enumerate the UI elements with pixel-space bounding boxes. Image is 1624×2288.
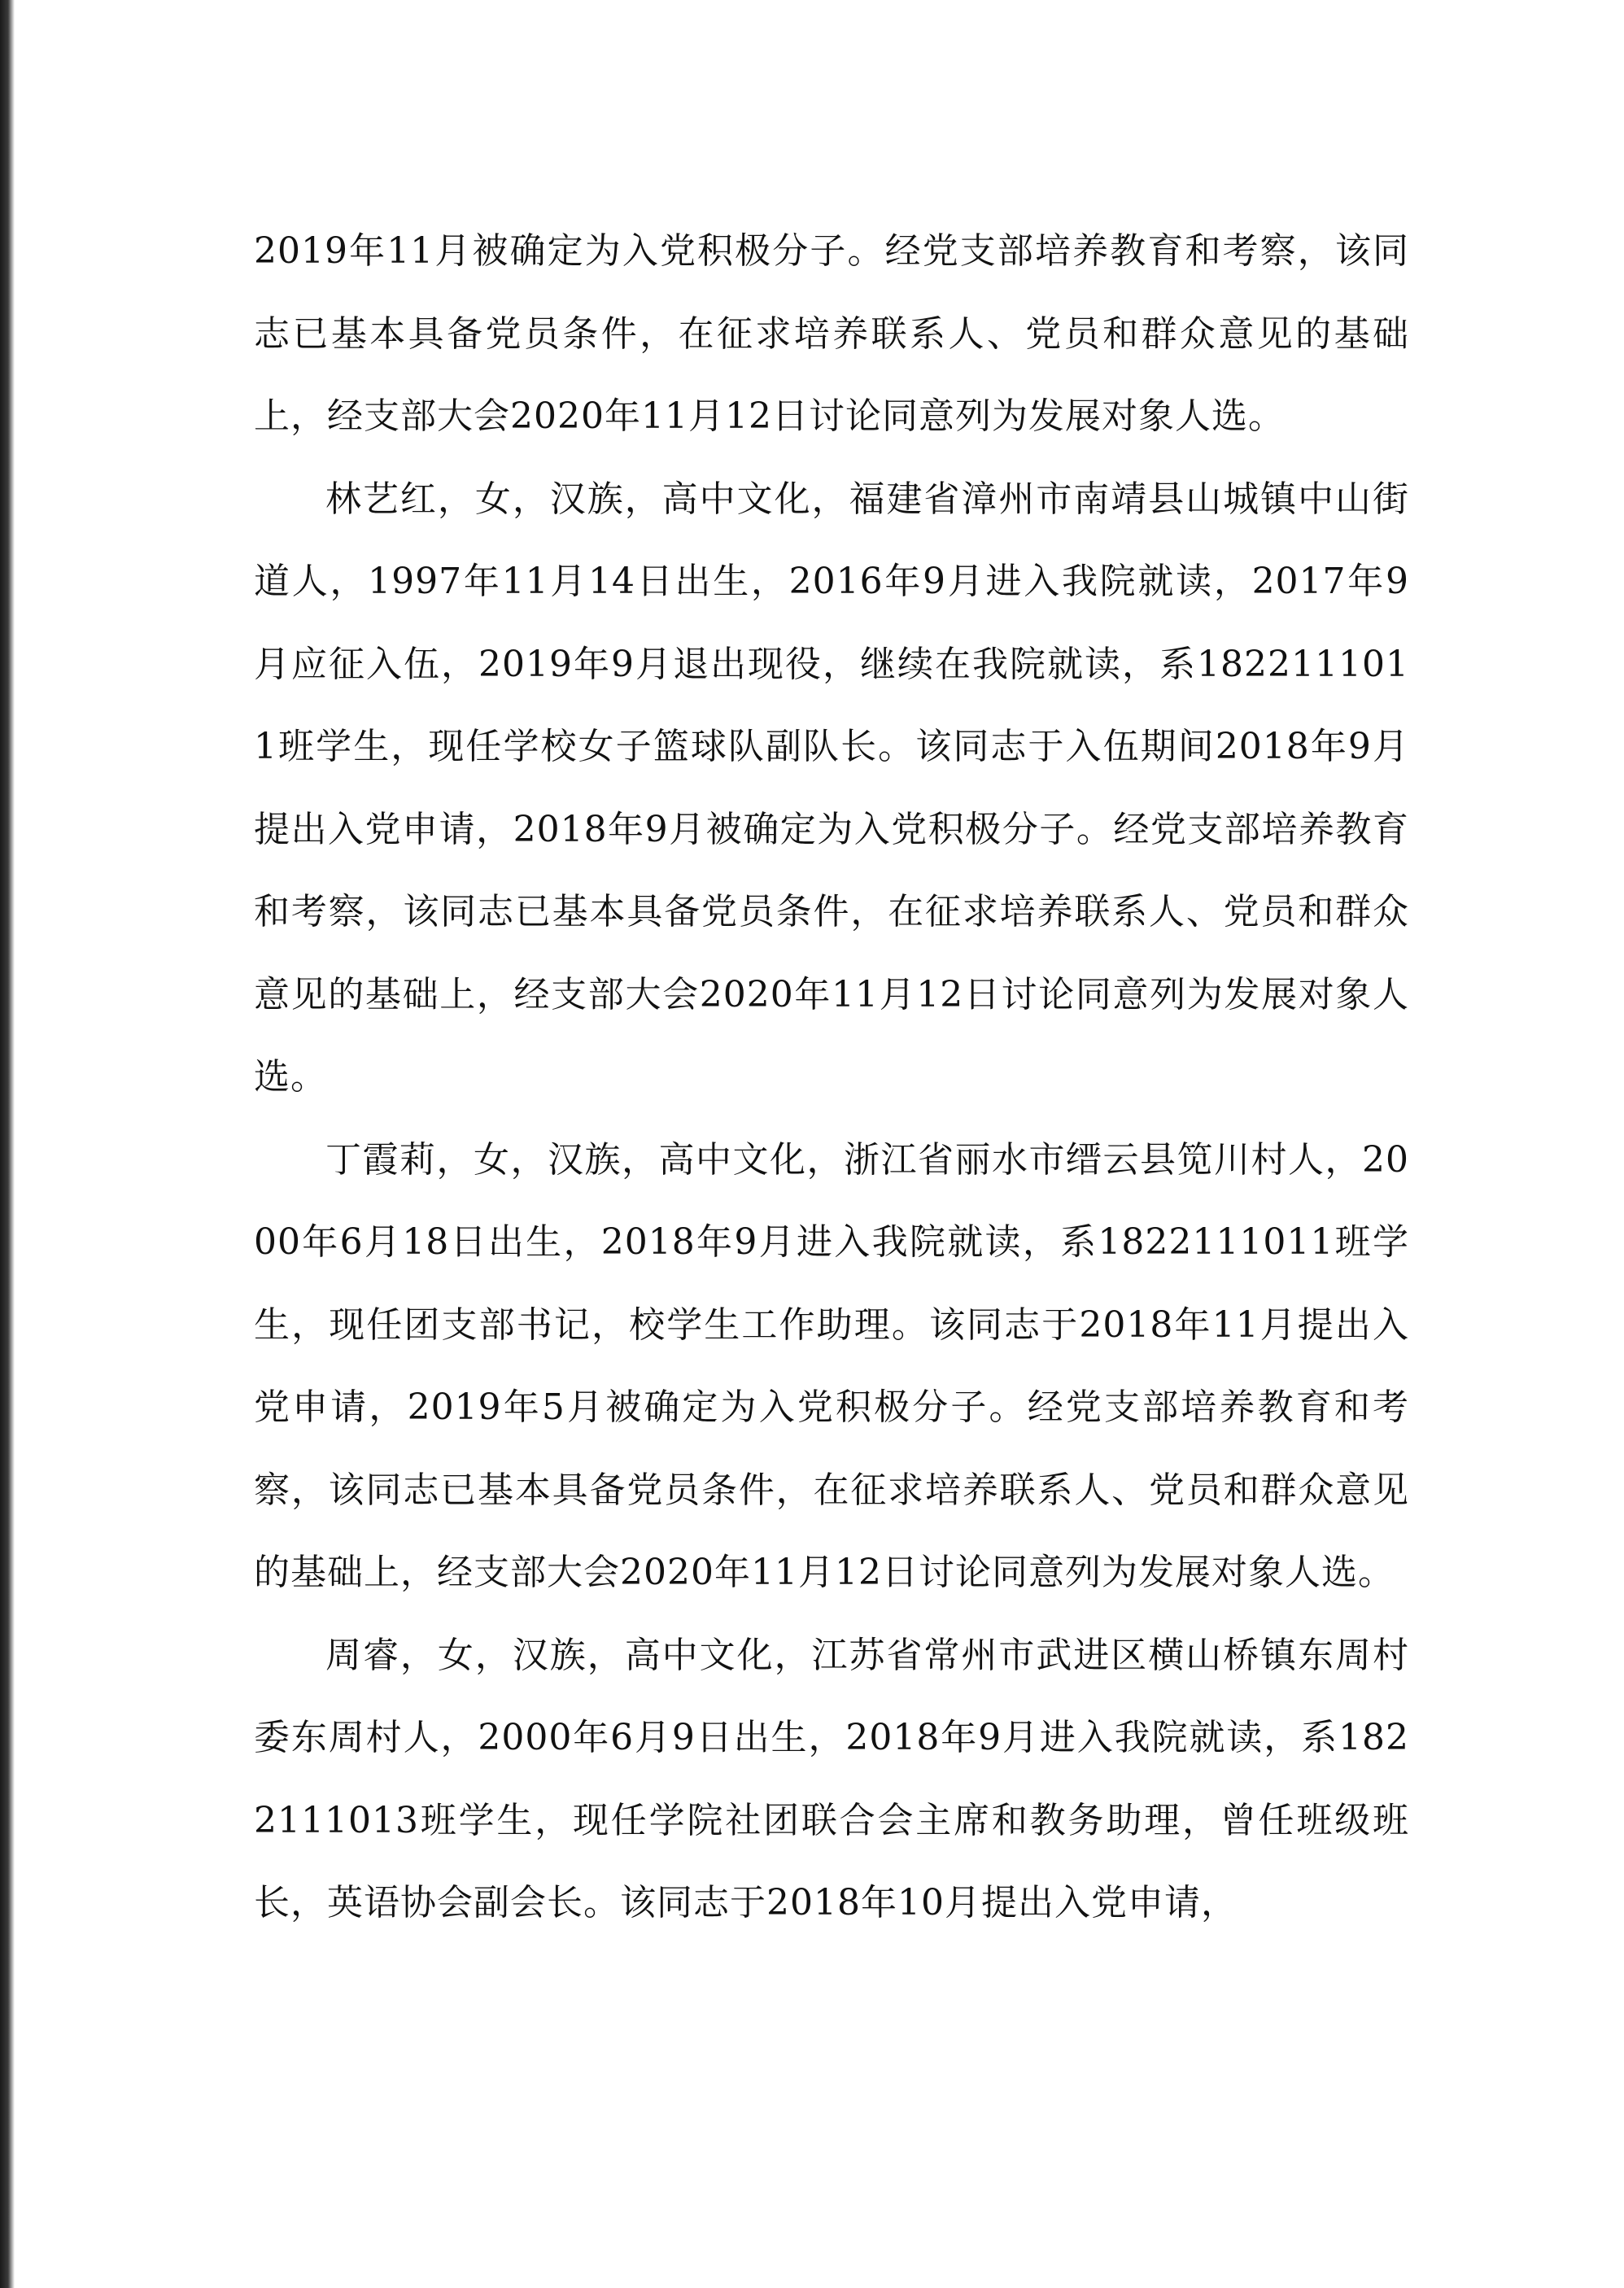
paragraph-ding-xiali: 丁霞莉，女，汉族，高中文化，浙江省丽水市缙云县笕川村人，2000年6月18日出生，2018年9月进入我院就读，系1822111011班学生，现任团支部书记，校学生工作助理。该同志于2018年11月提出入党申请，2019年5月被确定为入党积极分子。经党支部培养教育和考察，该同志已基本具备党员条件，在征求培养联系人、党员和群众意见的基础上，经支部大会2020年11月12日讨论同意列为发展对象人选。 bbox=[254, 1138, 1409, 1593]
paragraph-lin-yihong: 林艺红，女，汉族，高中文化，福建省漳州市南靖县山城镇中山街道人，1997年11月14日出生，2016年9月进入我院就读，2017年9月应征入伍，2019年9月退出现役，继续在我院就读，系1822111011班学生，现任学校女子篮球队副队长。该同志于入伍期间2018年9月提出入党申请，2018年9月被确定为入党积极分子。经党支部培养教育和考察，该同志已基本具备党员条件，在征求培养联系人、党员和群众意见的基础上，经支部大会2020年11月12日讨论同意列为发展对象人选。 bbox=[254, 478, 1409, 1098]
document-body bbox=[254, 210, 1409, 1945]
paragraph-continuation: 2019年11月被确定为入党积极分子。经党支部培养教育和考察，该同志已基本具备党员条件，在征求培养联系人、党员和群众意见的基础上，经支部大会2020年11月12日讨论同意列为发展对象人选。 bbox=[254, 230, 1409, 437]
paragraph-zhou-rui: 周睿，女，汉族，高中文化，江苏省常州市武进区横山桥镇东周村委东周村人，2000年6月9日出生，2018年9月进入我院就读，系1822111013班学生，现任学院社团联合会主席和教务助理，曾任班级班长，英语协会副会长。该同志于2018年10月提出入党申请， bbox=[254, 1634, 1409, 1923]
scan-edge-shadow bbox=[0, 0, 15, 2288]
